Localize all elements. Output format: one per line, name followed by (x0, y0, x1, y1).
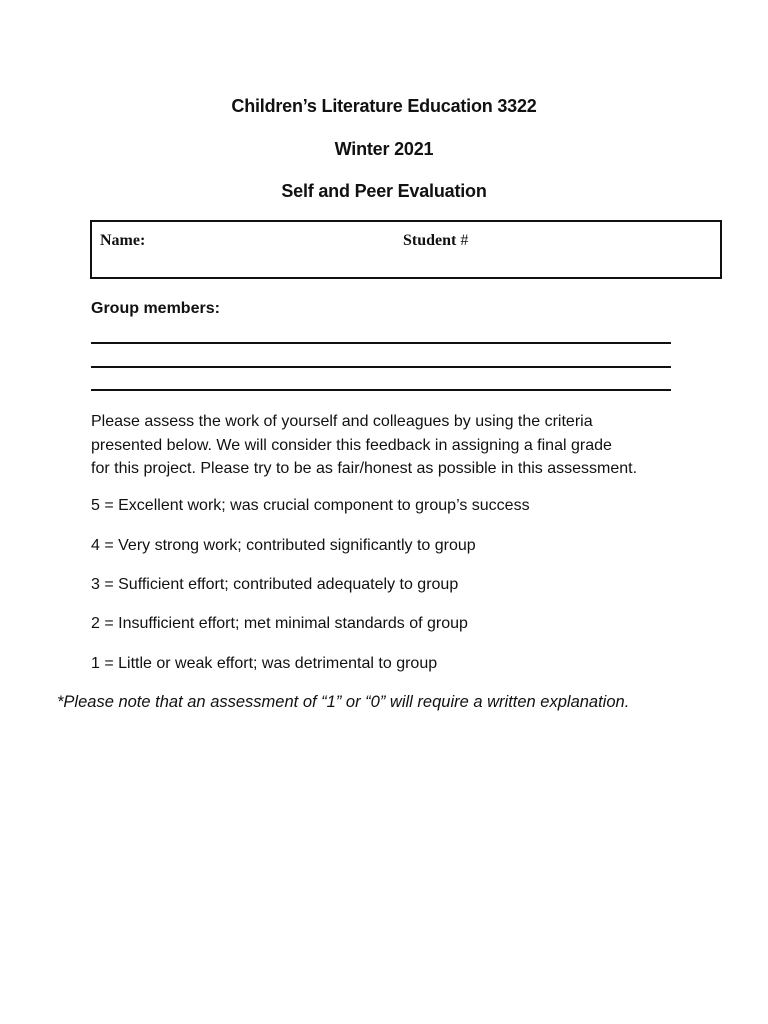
instructions-paragraph (91, 410, 701, 481)
instructions-line: Please assess the work of yourself and colleagues by using the criteria (91, 413, 593, 430)
criterion-5: 5 = Excellent work; was crucial component to group’s success (91, 497, 530, 514)
student-number-symbol: # (460, 232, 469, 249)
course-title: Children’s Literature Education 3322 (231, 96, 537, 116)
group-members-label: Group members: (91, 300, 220, 317)
form-title: Self and Peer Evaluation (281, 181, 487, 201)
criterion-4: 4 = Very strong work; contributed significantly to group (91, 537, 476, 554)
group-member-line (91, 342, 671, 344)
criterion-2: 2 = Insufficient effort; met minimal standards of group (91, 615, 468, 632)
criterion-3: 3 = Sufficient effort; contributed adequately to group (91, 576, 459, 593)
term-title: Winter 2021 (334, 139, 434, 159)
name-field-label: Name: (100, 232, 146, 249)
group-member-line (91, 366, 671, 368)
criterion-1: 1 = Little or weak effort; was detrimental to group (91, 655, 438, 672)
group-member-line (91, 389, 671, 391)
instructions-line: presented below. We will consider this feedback in assigning a final grade (91, 436, 612, 454)
instructions-line: for this project. Please try to be as fair/honest as possible in this assessment. (91, 460, 638, 477)
student-number-field-label: Student # (403, 232, 469, 249)
explanation-note: *Please note that an assessment of “1” or “0” will require a written explanation. (57, 693, 630, 711)
student-info-box (90, 220, 722, 279)
